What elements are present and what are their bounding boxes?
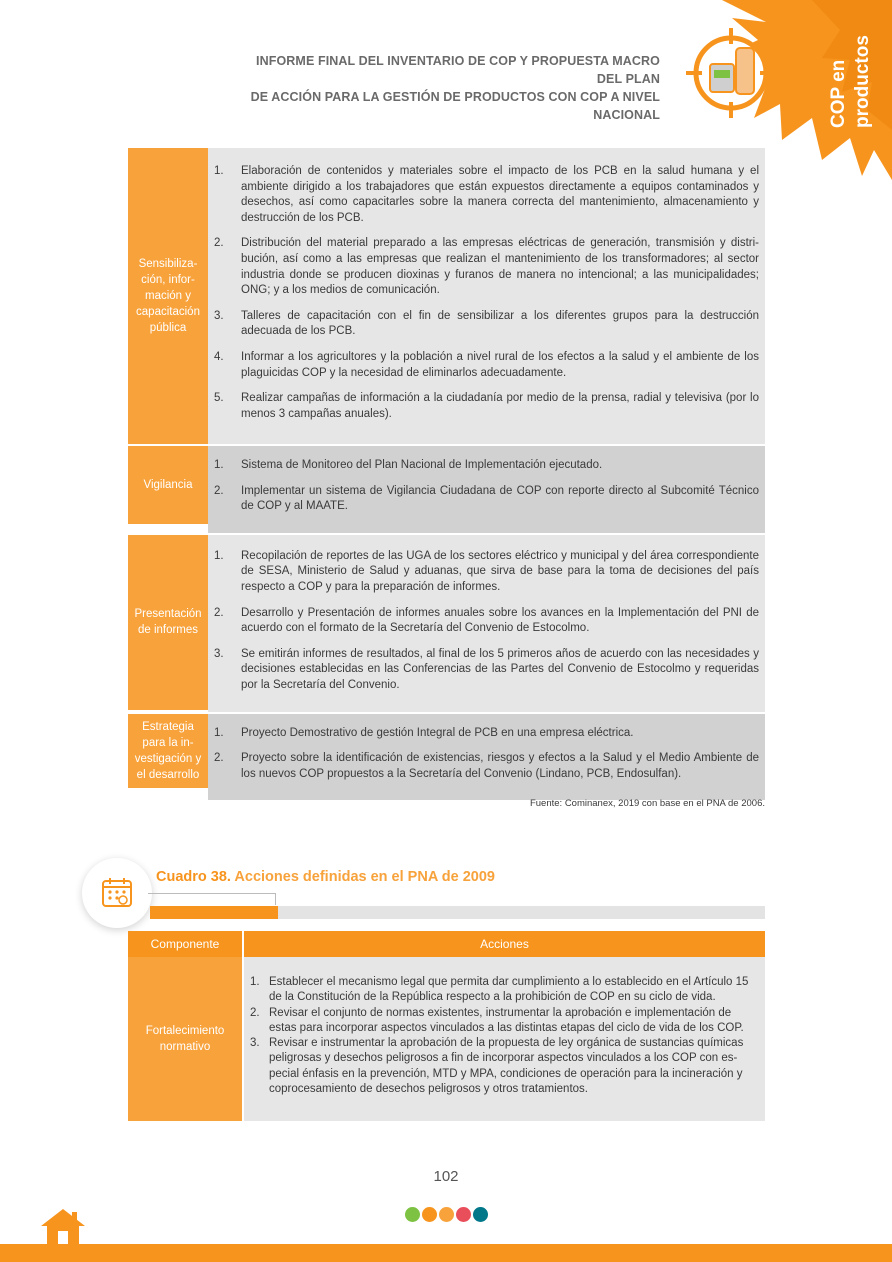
row-actions (208, 714, 765, 803)
cuadro-title-prefix: Cuadro 38. (156, 869, 231, 885)
column-header-actions: Acciones (244, 931, 765, 957)
item-number: 3. (250, 1037, 260, 1050)
list-item (214, 236, 759, 298)
color-dots (405, 1207, 488, 1222)
list-item (214, 549, 759, 596)
item-text: Revisar e instrumentar la aprobación de la propuesta de ley orgánica de sustancias químicas peligrosas y desechos peligrosos a fin de incorporar aspectos vinculados a los COP con es-pecial énfasis en la prevención, MTD y MPA, condiciones de operación para la incineración y coprocesamiento de desechos peligrosos y otros tratamientos. (269, 1037, 744, 1096)
item-text: Establecer el mecanismo legal que permita dar cumplimiento a lo establecido en el Artículo 15 de la Constitución de la República respecto a la prohibición de COP en su ciclo de vida. (269, 976, 749, 1004)
header-title-line-1: INFORME FINAL DEL INVENTARIO DE COP Y PROPUESTA MACRO DEL PLAN (256, 54, 660, 86)
dot-orange (422, 1207, 437, 1222)
item-number: 2. (214, 606, 224, 619)
dot-red (456, 1207, 471, 1222)
list-item (214, 484, 759, 515)
item-text: Realizar campañas de información a la ciudadanía por medio de la prensa, radial y televisiva (por lo menos 3 campañas anuales). (241, 392, 759, 420)
list-item (250, 1036, 749, 1097)
dot-light-orange (439, 1207, 454, 1222)
row-actions (208, 446, 765, 535)
row-label: Vigilancia (128, 446, 208, 526)
dot-green (405, 1207, 420, 1222)
item-text: Se emitirán informes de resultados, al final de los 5 primeros años de acuerdo con las necesidades y decisiones establecidas en las Conferencias de las Partes del Convenio de Estocolmo y requeridas por la Secretaría del Convenio. (241, 647, 759, 691)
item-number: 5. (214, 392, 224, 405)
cuadro-38-table (128, 931, 765, 1121)
table-source-note: Fuente: Cominanex, 2019 con base en el PNA de 2006. (529, 798, 765, 809)
calendar-icon (101, 876, 133, 908)
cop-products-target-icon (684, 26, 778, 120)
row-label: Sensibiliza-ción, infor-mación y capacitación pública (128, 148, 208, 446)
item-text: Proyecto Demostrativo de gestión Integral de PCB en una empresa eléctrica. (241, 726, 634, 739)
table-row (128, 535, 765, 714)
row-label: Estrategia para la in-vestigación y el desarrollo (128, 714, 208, 790)
item-text: Talleres de capacitación con el fin de sensibilizar a los diferentes grupos para la destrucción adecuada de los PCB. (241, 309, 759, 338)
dot-teal (473, 1207, 488, 1222)
home-icon[interactable] (38, 1206, 88, 1246)
row-actions (208, 148, 765, 446)
page-number: 102 (433, 1168, 459, 1185)
column-header-component: Componente (128, 931, 244, 957)
item-number: 2. (250, 1006, 260, 1019)
title-bar-fill (150, 906, 278, 919)
cuadro-title (156, 869, 495, 885)
list-item (214, 350, 759, 381)
list-item (214, 391, 759, 422)
title-underline-tick (275, 893, 276, 905)
item-text: Proyecto sobre la identificación de existencias, riesgos y efectos a la Salud y el Medio Ambiente de los nuevos COP propuestos a la Secretaría del Convenio (Lindano, PCB, Endosulfan). (241, 752, 759, 780)
row-actions (208, 535, 765, 714)
list-item (250, 1006, 749, 1037)
cuadro-title-text: Acciones definidas en el PNA de 2009 (230, 869, 495, 885)
item-number: 2. (214, 237, 224, 250)
item-text: Sistema de Monitoreo del Plan Nacional de Implementación ejecutado. (241, 459, 603, 471)
item-number: 1. (214, 165, 224, 177)
row-label: Fortalecimiento normativo (128, 957, 244, 1121)
list-item (214, 751, 759, 782)
item-number: 1. (214, 549, 224, 562)
item-number: 3. (214, 309, 224, 322)
title-underline (148, 893, 276, 894)
item-number: 1. (214, 726, 224, 739)
item-text: Recopilación de reportes de las UGA de los sectores eléctrico y municipal y del área correspondiente de SESA, Ministerio de Salud y aduanas, que sirva de base para la toma de decisiones del país respecto a COP y para la preparación de informes. (241, 549, 759, 593)
table-row (128, 148, 765, 446)
list-item (214, 726, 759, 742)
side-tab-line-1: COP en (828, 59, 849, 128)
table-row (128, 446, 765, 535)
list-item (214, 458, 759, 474)
list-item (214, 309, 759, 340)
actions-table-continued (128, 148, 765, 802)
item-text: Desarrollo y Presentación de informes anuales sobre los avances en la Implementación del PNI de acuerdo con el formato de la Secretaría del Convenio de Estocolmo. (241, 606, 759, 635)
item-text: Distribución del material preparado a las empresas eléctricas de generación, transmisión y distri-bución, así como a las empresas que realizan el mantenimiento de los transformadores; al sector industria donde se producen dioxinas y furanos de manera no intencional; a las municipalidades; ONG; y a los medios de comunicación. (241, 237, 759, 297)
row-actions (244, 957, 765, 1121)
side-tab-line-2: productos (852, 35, 873, 128)
section-side-tab (828, 28, 873, 138)
table-header-row (128, 931, 765, 957)
item-text: Elaboración de contenidos y materiales sobre el impacto de los PCB en la salud humana y el ambiente dirigido a los trabajadores que están expuestos directamente a equipos contaminados y desechos, así como capacitarles sobre la manera correcta del mantenimiento, almacenamiento y destrucción de los PCB. (241, 165, 759, 224)
item-number: 2. (214, 752, 224, 765)
list-item (250, 975, 749, 1006)
row-label: Presentación de informes (128, 535, 208, 712)
list-item (214, 647, 759, 694)
footer-bar (0, 1244, 892, 1262)
table-row (128, 714, 765, 803)
document-header-title (240, 52, 660, 124)
item-number: 1. (250, 976, 260, 988)
list-item (214, 164, 759, 226)
header-title-line-2: DE ACCIÓN PARA LA GESTIÓN DE PRODUCTOS CON COP A NIVEL NACIONAL (250, 90, 660, 122)
item-text: Implementar un sistema de Vigilancia Ciudadana de COP con reporte directo al Subcomité Técnico de COP y al MAATE. (241, 484, 759, 513)
item-number: 3. (214, 647, 224, 660)
item-number: 1. (214, 459, 224, 471)
list-item (214, 606, 759, 637)
table-row (128, 957, 765, 1121)
item-text: Informar a los agricultores y la población a nivel rural de los efectos a la salud y el ambiente de los plaguicidas COP y la necesidad de eliminarlos adecuadamente. (241, 350, 759, 379)
item-number: 4. (214, 350, 224, 363)
item-number: 2. (214, 484, 224, 497)
item-text: Revisar el conjunto de normas existentes, instrumentar la aprobación e implementación de estas para incorporar aspectos vinculados a las distintas etapas del ciclo de vida de los COP. (269, 1006, 744, 1034)
